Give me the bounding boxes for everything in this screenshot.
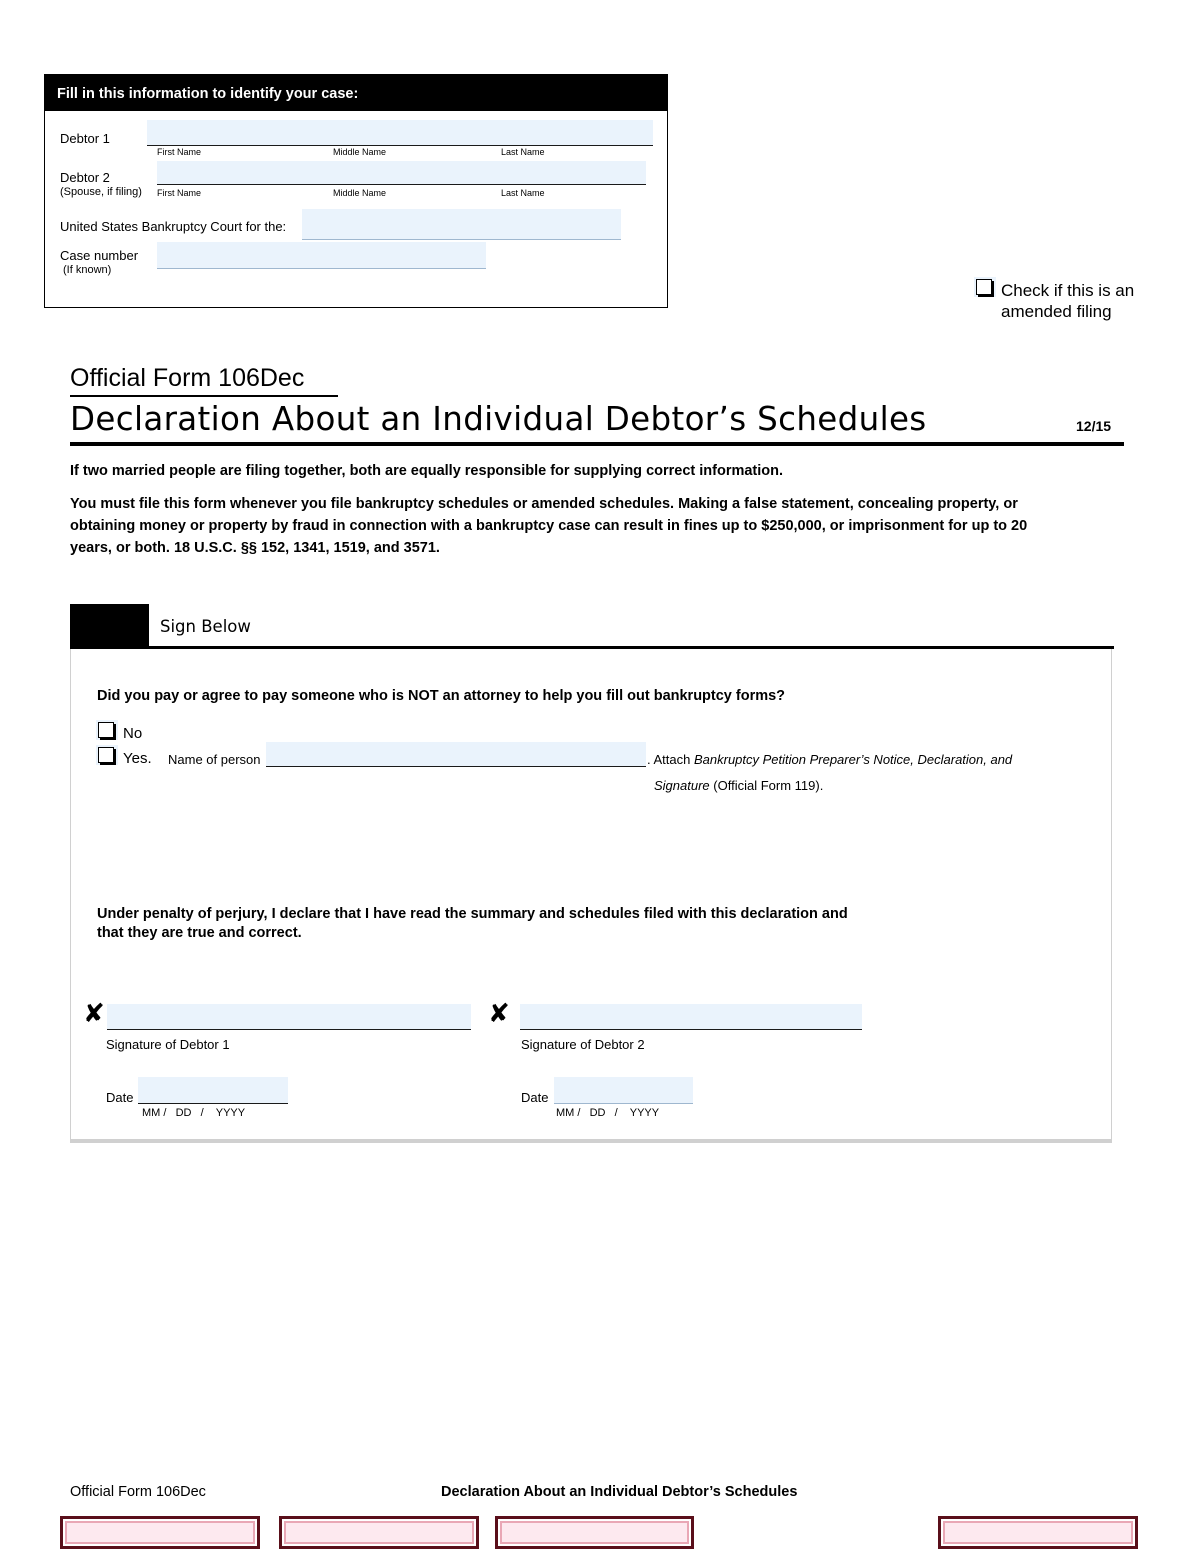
- signature-debtor2-field[interactable]: [520, 1004, 862, 1030]
- no-checkbox-area[interactable]: [96, 720, 118, 740]
- debtor2-first-name-caption: First Name: [157, 188, 202, 198]
- no-option-label: No: [123, 725, 143, 742]
- yes-checkbox[interactable]: [98, 747, 114, 763]
- case-number-label: Case number: [60, 248, 139, 263]
- attach-instruction-line2: [654, 778, 823, 793]
- footer-field-4-inner: [943, 1521, 1133, 1544]
- debtor2-middle-name-caption: Middle Name: [333, 188, 387, 198]
- signature-x-mark-debtor1: ✘: [83, 998, 105, 1028]
- amended-checkbox[interactable]: [976, 279, 992, 295]
- perjury-statement-line-1: Under penalty of perjury, I declare that I have read the summary and schedules filed with this declaration and: [97, 906, 848, 922]
- footer-field-1[interactable]: [60, 1516, 260, 1549]
- debtor1-label: Debtor 1: [60, 131, 110, 146]
- part-number-block: [70, 604, 149, 647]
- form-name-underline: [70, 395, 338, 397]
- signature-debtor1-field[interactable]: [107, 1004, 471, 1030]
- intro-paragraph-2-line-1: You must file this form whenever you file bankruptcy schedules or amended schedules. Making a false statement, concealing property, or: [70, 496, 1018, 512]
- date-debtor2-label: Date: [521, 1090, 549, 1105]
- court-district-field[interactable]: [302, 209, 621, 240]
- attach-instruction: [647, 752, 1012, 767]
- debtor2-name-field[interactable]: [157, 161, 646, 185]
- debtor1-middle-name-caption: Middle Name: [333, 147, 387, 157]
- date-debtor2-format: MM / DD / YYYY: [556, 1107, 660, 1119]
- footer-field-3-inner: [500, 1521, 689, 1544]
- perjury-statement-line-2: that they are true and correct.: [97, 925, 302, 941]
- amended-label-line2: amended filing: [1001, 302, 1112, 321]
- amended-label-line1: Check if this is an: [1001, 281, 1135, 300]
- footer-field-3[interactable]: [495, 1516, 694, 1549]
- debtor1-name-field[interactable]: [147, 120, 653, 146]
- intro-paragraph-1: If two married people are filing together, both are equally responsible for supplying correct information.: [70, 463, 784, 479]
- attach-suffix: (Official Form 119).: [709, 778, 824, 793]
- sign-below-panel: [70, 649, 1112, 1143]
- signature-debtor1-label: Signature of Debtor 1: [106, 1037, 230, 1052]
- preparer-question: Did you pay or agree to pay someone who is NOT an attorney to help you fill out bankruptcy forms?: [97, 688, 786, 704]
- yes-option-label: Yes.: [123, 750, 152, 767]
- footer-form-name: Official Form 106Dec: [70, 1484, 206, 1500]
- name-of-person-label: Name of person: [168, 752, 261, 767]
- debtor2-sublabel: (Spouse, if filing): [60, 186, 142, 198]
- case-info-header: Fill in this information to identify your case:: [45, 75, 667, 111]
- amended-checkbox-area[interactable]: [974, 277, 996, 297]
- intro-paragraph-2-line-3: years, or both. 18 U.S.C. §§ 152, 1341, 1519, and 3571.: [70, 540, 440, 556]
- debtor1-last-name-caption: Last Name: [501, 147, 545, 157]
- footer-field-2-inner: [284, 1521, 474, 1544]
- form-name: Official Form 106Dec: [70, 364, 305, 392]
- form-version: 12/15: [1076, 418, 1112, 434]
- signature-debtor2-label: Signature of Debtor 2: [521, 1037, 645, 1052]
- date-debtor2-field[interactable]: [554, 1077, 693, 1104]
- attach-form-title-end: Signature: [654, 778, 710, 793]
- no-checkbox[interactable]: [98, 722, 114, 738]
- footer-field-1-inner: [65, 1521, 255, 1544]
- debtor2-label: Debtor 2: [60, 170, 110, 185]
- debtor2-last-name-caption: Last Name: [501, 188, 545, 198]
- court-label: United States Bankruptcy Court for the:: [60, 219, 287, 234]
- case-number-sublabel: (If known): [63, 264, 112, 276]
- attach-prefix: . Attach: [647, 752, 694, 767]
- part-title: Sign Below: [160, 617, 251, 636]
- footer-field-2[interactable]: [279, 1516, 479, 1549]
- date-debtor1-format: MM / DD / YYYY: [142, 1107, 246, 1119]
- page-title: Declaration About an Individual Debtor’s Schedules: [70, 400, 927, 438]
- date-debtor1-field[interactable]: [138, 1077, 288, 1104]
- signature-x-mark-debtor2: ✘: [488, 998, 510, 1028]
- footer-field-4[interactable]: [938, 1516, 1138, 1549]
- case-number-field[interactable]: [157, 242, 486, 269]
- title-rule: [70, 442, 1124, 446]
- date-debtor1-label: Date: [106, 1090, 134, 1105]
- footer-title: Declaration About an Individual Debtor’s Schedules: [441, 1484, 798, 1500]
- preparer-name-field[interactable]: [266, 742, 646, 767]
- attach-form-title: Bankruptcy Petition Preparer’s Notice, Declaration, and: [693, 752, 1013, 767]
- yes-checkbox-area[interactable]: [96, 745, 118, 765]
- intro-paragraph-2-line-2: obtaining money or property by fraud in connection with a bankruptcy case can result in fines up to $250,000, or imprisonment for up to 20: [70, 518, 1028, 534]
- debtor1-first-name-caption: First Name: [157, 147, 202, 157]
